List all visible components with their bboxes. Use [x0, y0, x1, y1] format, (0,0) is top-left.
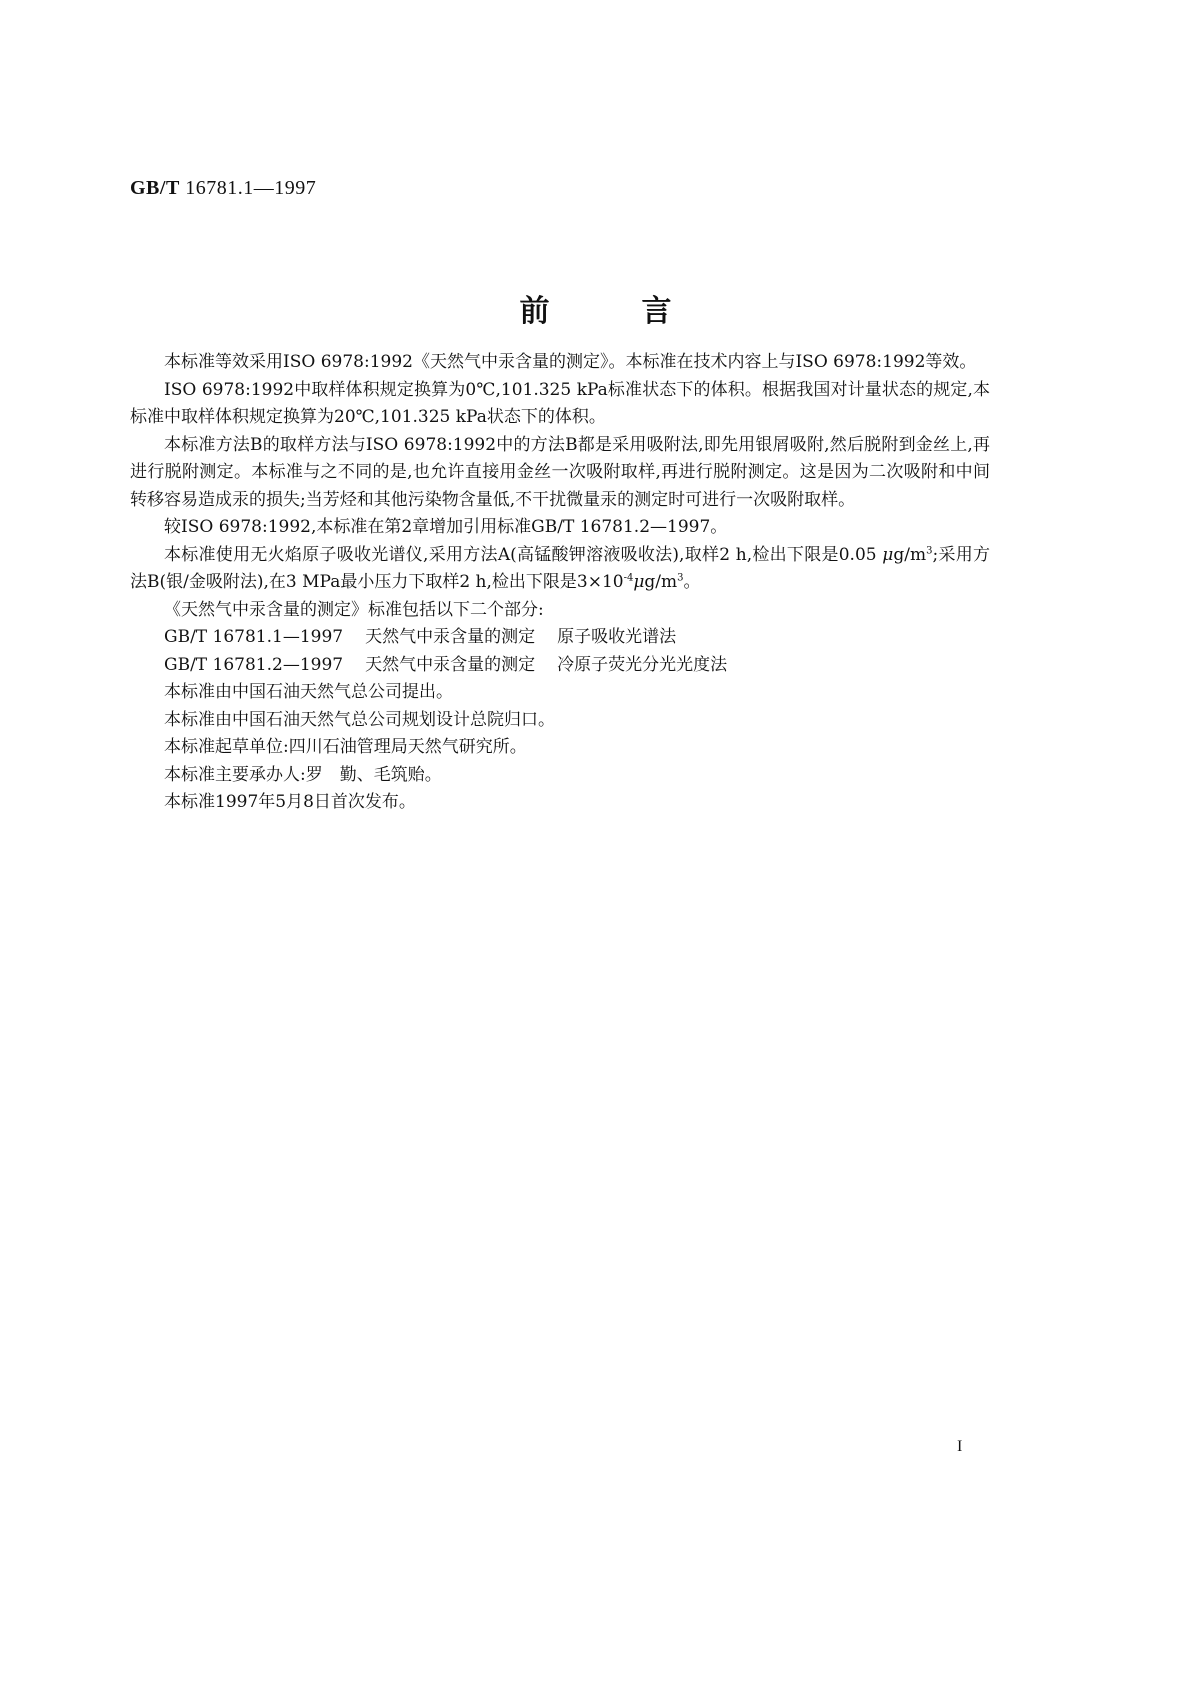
paragraph-centralized-by: 本标准由中国石油天然气总公司规划设计总院归口。 [164, 709, 555, 730]
detection-text-b: ;采用方法B(银/金吸附法),在3 MPa最小压力下取样2 h,检出下限是3×10 [130, 544, 990, 592]
part-1-name: 天然气中汞含量的测定 [365, 627, 536, 647]
part-1-method: 原子吸收光谱法 [557, 627, 677, 647]
title-char-1: 前 [519, 294, 550, 329]
paragraph-release-date: 本标准1997年5月8日首次发布。 [164, 792, 416, 812]
paragraph-drafting-unit: 本标准起草单位:四川石油管理局天然气研究所。 [164, 737, 527, 757]
standard-code-header [130, 177, 316, 200]
superscript-minus-4: -4 [623, 572, 634, 584]
part-2-code: GB/T 16781.2—1997 [164, 654, 344, 675]
superscript-3: 3 [926, 544, 933, 556]
detection-unit-b: g/m [644, 572, 678, 592]
part-2-name: 天然气中汞含量的测定 [365, 654, 536, 675]
paragraph-drafters [130, 762, 990, 790]
foreword-body [130, 349, 990, 817]
detection-text-a: 本标准使用无火焰原子吸收光谱仪,采用方法A(高锰酸钾溶液吸收法),取样2 h,检出下限是0.05 [164, 544, 883, 565]
paragraph-reference-standard: 较ISO 6978:1992,本标准在第2章增加引用标准GB/T 16781.2—1997。 [164, 517, 728, 537]
title-char-2: 言 [641, 294, 672, 329]
drafters-a: 本标准主要承办人:罗 [164, 764, 323, 785]
page-number: I [957, 1438, 963, 1455]
part-2-line [130, 652, 990, 680]
standard-prefix: GB/T [130, 177, 180, 199]
paragraph-method-b: 本标准方法B的取样方法与ISO 6978:1992中的方法B都是采用吸附法,即先用银屑吸附,然后脱附到金丝上,再进行脱附测定。本标准与之不同的是,也允许直接用金丝一次吸附取样,再进行脱附测定。这是因为二次吸附和中间转移容易造成汞的损失;当芳烃和其他污染物含量低,不干扰微量汞的测定时可进行一次吸附取样。 [130, 434, 990, 510]
detection-text-end: 。 [683, 572, 701, 592]
detection-unit-a: g/m [893, 544, 927, 565]
paragraph-equivalence: 本标准等效采用ISO 6978:1992《天然气中汞含量的测定》。本标准在技术内容上与ISO 6978:1992等效。 [164, 352, 977, 372]
part-1-line [130, 624, 990, 652]
part-1-code: GB/T 16781.1—1997 [164, 627, 344, 647]
section-title [0, 286, 1191, 330]
superscript-3: 3 [677, 572, 684, 584]
paragraph-volume-conversion: ISO 6978:1992中取样体积规定换算为0℃,101.325 kPa标准状态下的体积。根据我国对计量状态的规定,本标准中取样体积规定换算为20℃,101.325 kPa状态下的体积。 [130, 379, 990, 427]
paragraph-proposed-by: 本标准由中国石油天然气总公司提出。 [164, 682, 453, 702]
micro-symbol: μ [633, 572, 645, 592]
paragraph-detection-limits [130, 542, 990, 597]
paragraph-parts-intro: 《天然气中汞含量的测定》标准包括以下二个部分: [164, 599, 544, 620]
part-2-method: 冷原子荧光分光光度法 [557, 654, 728, 675]
drafters-b: 勤、毛筑贻。 [339, 764, 442, 785]
standard-number: 16781.1—1997 [185, 177, 317, 199]
micro-symbol: μ [882, 544, 894, 565]
